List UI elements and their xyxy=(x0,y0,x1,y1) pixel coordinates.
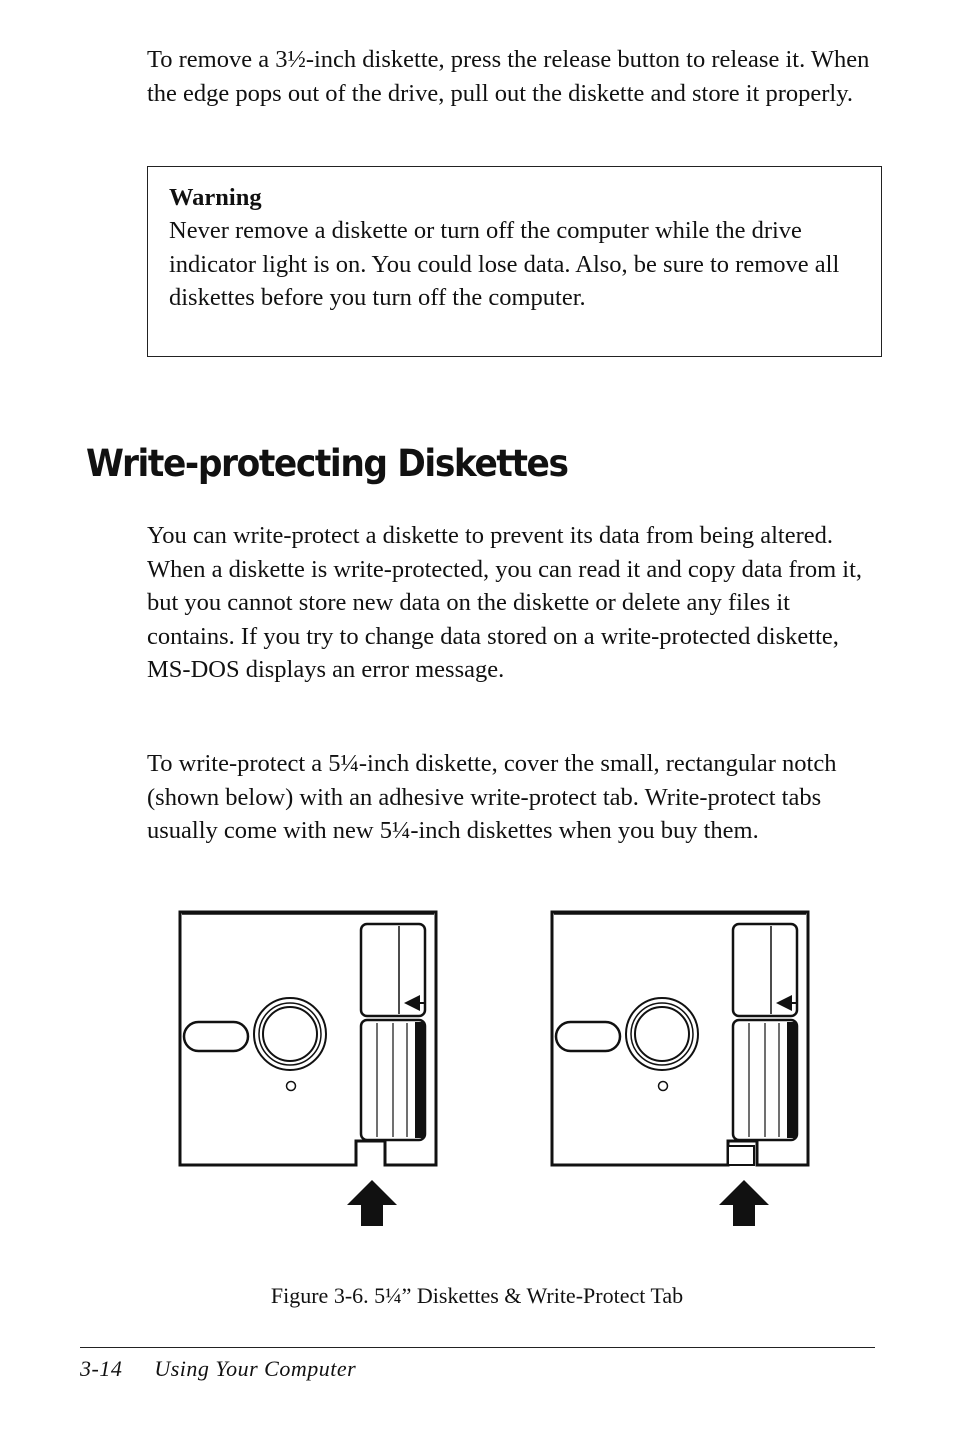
diskette-notch-covered xyxy=(552,912,808,1165)
body-paragraph-2: To write-protect a 5¼-inch diskette, cover the small, rectangular notch (shown below) with an adhesive write-protect tab. Write-protect tabs usually come with new 5¼-inch diskettes when you buy them. xyxy=(147,750,837,844)
warning-text: Never remove a diskette or turn off the computer while the drive indicator light is on. You could lose data. Also, be sure to remove all diskettes before you turn off the computer. xyxy=(169,217,840,311)
notch-arrow-right xyxy=(719,1180,769,1226)
body-paragraph-1: You can write-protect a diskette to prevent its data from being altered. When a diskette is write-protected, you can read it and copy data from it, but you cannot store new data on the diskette or delete any files it contains. If you try to change data stored on a write-protected diskette, MS-DOS displays an error message. xyxy=(147,522,862,683)
intro-paragraph: To remove a 3½-inch diskette, press the release button to release it. When the edge pops out of the drive, pull out the diskette and store it properly. xyxy=(147,46,870,107)
diskette-illustration xyxy=(170,900,820,1240)
diskette-notch-open xyxy=(180,912,436,1165)
page-number: 3-14 xyxy=(80,1356,123,1381)
section-heading: Write-protecting Diskettes xyxy=(86,442,568,485)
diskette-figure xyxy=(170,900,820,1240)
footer-rule xyxy=(80,1347,875,1348)
notch-arrow-left xyxy=(347,1180,397,1226)
chapter-title: Using Your Computer xyxy=(154,1356,357,1381)
warning-box xyxy=(147,166,882,357)
figure-caption: Figure 3-6. 5¼” Diskettes & Write-Protect Tab xyxy=(270,1283,684,1308)
warning-title: Warning xyxy=(169,184,262,211)
page-footer xyxy=(80,1356,356,1382)
